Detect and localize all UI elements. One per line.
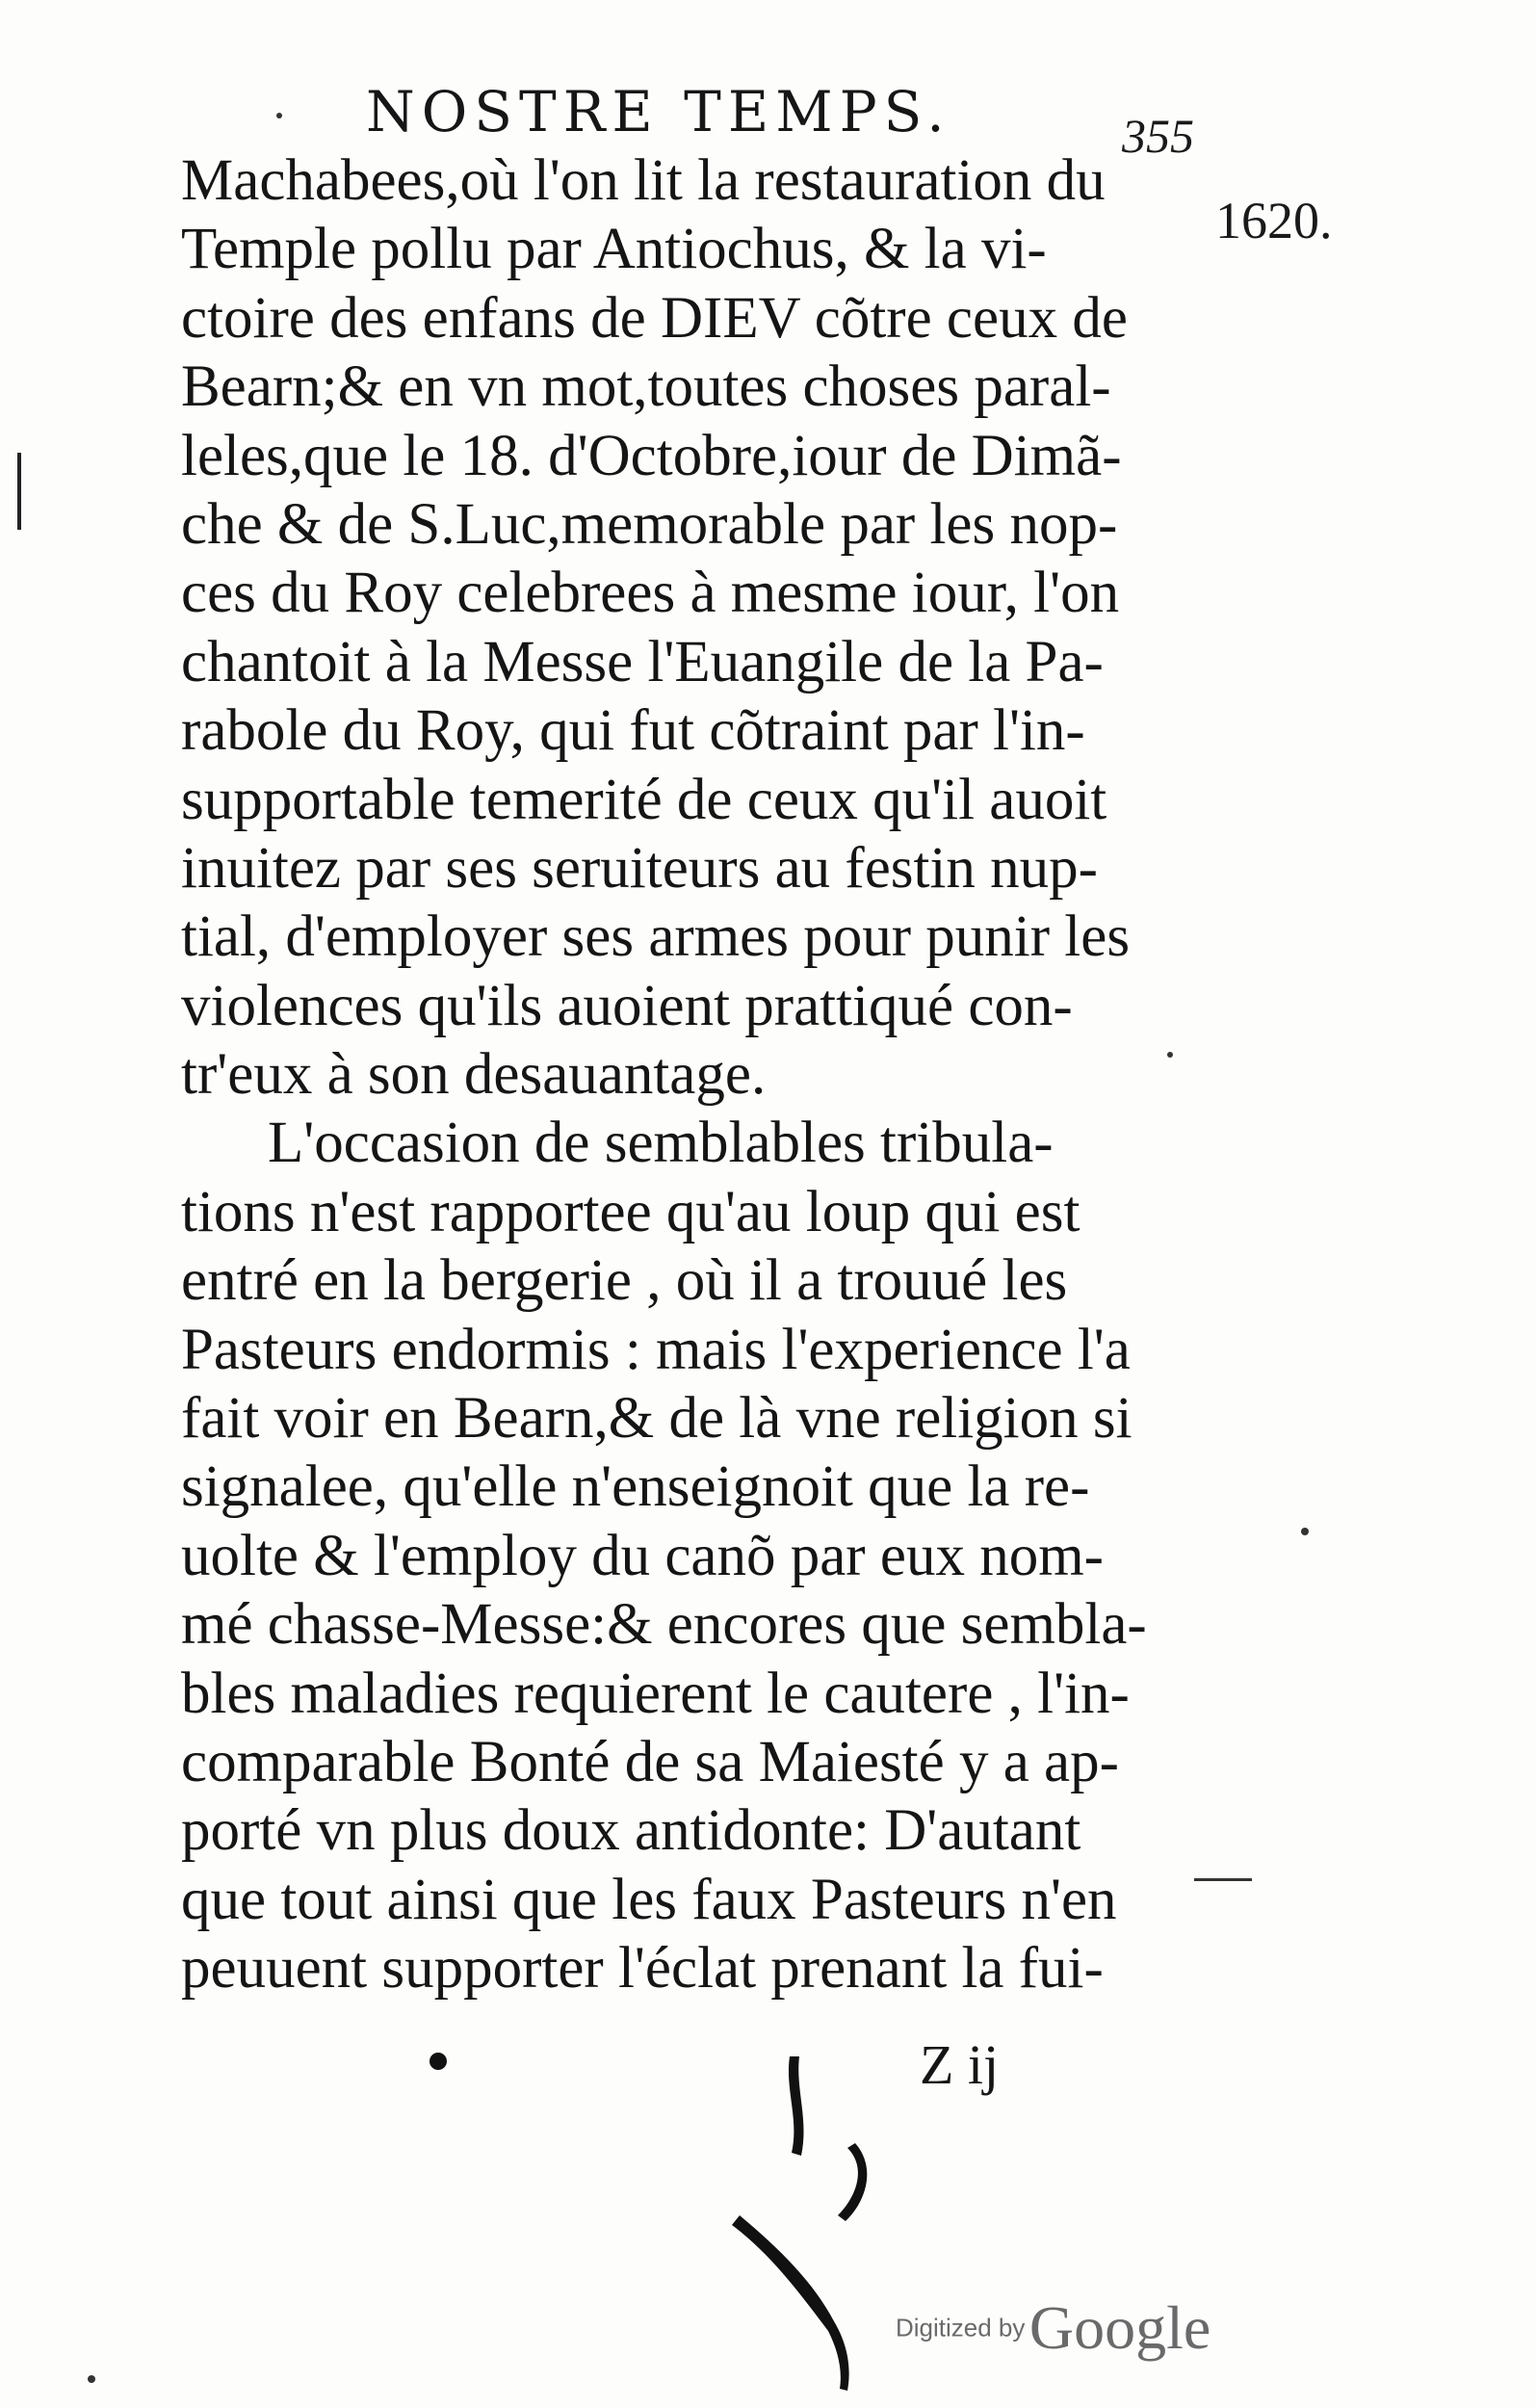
text-line: chantoit à la Messe l'Euangile de la Pa-: [181, 629, 1104, 694]
text-line: uolte & l'employ du canõ par eux nom-: [181, 1523, 1104, 1588]
watermark-prefix: Digitized by: [896, 2313, 1026, 2343]
text-line: inuitez par ses seruiteurs au festin nup-: [181, 835, 1098, 901]
text-line: ctoire des enfans de DIEV cõtre ceux de: [181, 285, 1128, 351]
ink-dot: [430, 2053, 447, 2070]
text-line: tial, d'employer ses armes pour punir les: [181, 904, 1131, 970]
ink-stain: [789, 2056, 804, 2156]
text-line: tions n'est rapportee qu'au loup qui est: [181, 1179, 1080, 1244]
ink-stain: [732, 2215, 849, 2391]
signature-mark: Z ij: [920, 2033, 1000, 2096]
text-line: entré en la bergerie , où il a trouué les: [181, 1248, 1068, 1314]
text-line: rabole du Roy, qui fut cõtraint par l'in-: [181, 698, 1085, 764]
text-line: Machabees,où l'on lit la restauration du: [181, 148, 1106, 213]
text-line: supportable temerité de ceux qu'il auoit: [181, 767, 1107, 832]
ink-dot: [1301, 1528, 1309, 1535]
text-line: bles maladies requierent le cautere , l'in-: [181, 1661, 1130, 1726]
text-line: violences qu'ils auoient prattiqué con-: [181, 973, 1073, 1038]
text-line: mé chasse-Messe:& encores que sembla-: [181, 1592, 1147, 1658]
text-line: Temple pollu par Antiochus, & la vi-: [181, 217, 1047, 282]
text-line: que tout ainsi que les faux Pasteurs n'en: [181, 1867, 1117, 1932]
ink-dot: [276, 113, 282, 118]
ink-stain: [838, 2143, 867, 2221]
margin-mark: [17, 453, 21, 530]
text-line: che & de S.Luc,memorable par les nop-: [181, 491, 1118, 557]
text-line: tr'eux à son desauantage.: [181, 1042, 767, 1108]
ink-dot: [1167, 1052, 1173, 1058]
paragraph-first-line: L'occasion de semblables tribula-: [268, 1111, 1054, 1176]
text-line: comparable Bonté de sa Maiesté y a ap-: [181, 1729, 1119, 1794]
margin-mark: [1194, 1878, 1252, 1881]
text-line: fait voir en Bearn,& de là vne religion si: [181, 1386, 1132, 1452]
text-line: peuuent supporter l'éclat prenant la fui-: [181, 1936, 1104, 2002]
text-line: porté vn plus doux antidonte: D'autant: [181, 1798, 1081, 1864]
text-line: leles,que le 18. d'Octobre,iour de Dimã-: [181, 423, 1122, 488]
running-head: NOSTRE TEMPS.: [366, 79, 951, 144]
text-line: ces du Roy celebrees à mesme iour, l'on: [181, 561, 1120, 626]
margin-year-note: 1620.: [1215, 192, 1333, 249]
page-number: 355: [1122, 109, 1194, 163]
ink-dot: [88, 2375, 95, 2383]
google-logo: Google: [1028, 2293, 1211, 2362]
digitized-watermark: [896, 2292, 1211, 2364]
text-line: Pasteurs endormis : mais l'experience l'a: [181, 1317, 1131, 1382]
text-line: signalee, qu'elle n'enseignoit que la re-: [181, 1454, 1090, 1520]
text-line: Bearn;& en vn mot,toutes choses paral-: [181, 354, 1111, 420]
